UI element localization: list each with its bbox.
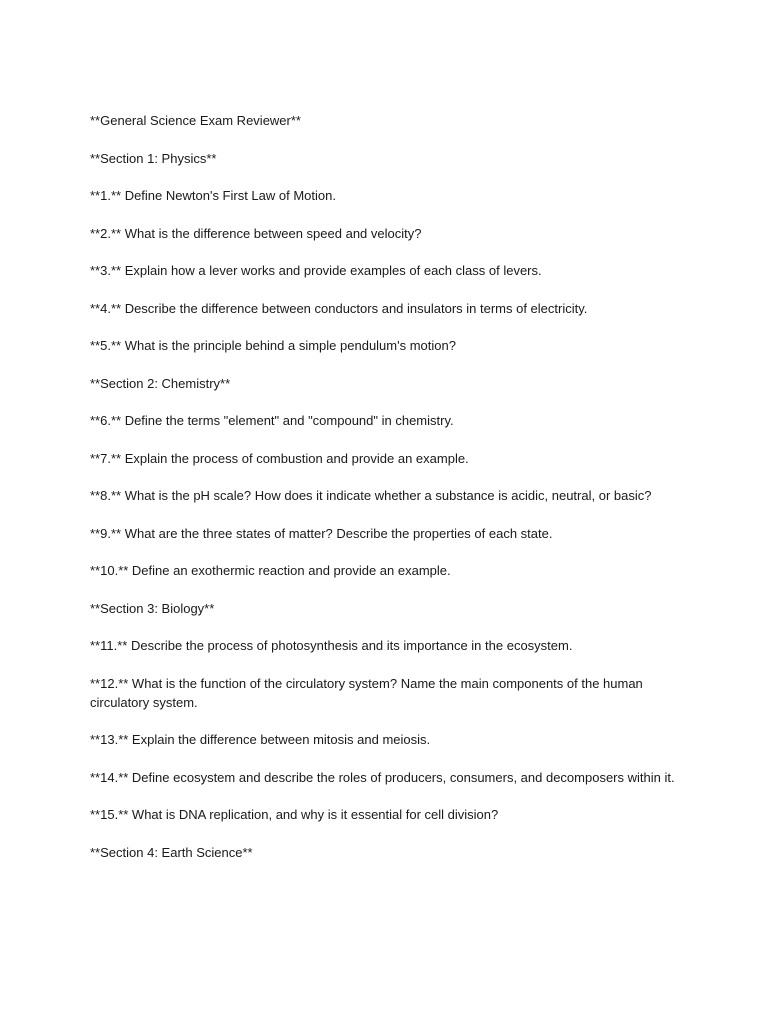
question-14: **14.** Define ecosystem and describe the roles of producers, consumers, and decomposers within it. (90, 769, 675, 785)
question-1: **1.** Define Newton's First Law of Motion. (90, 188, 336, 203)
question-6: **6.** Define the terms "element" and "compound" in chemistry. (90, 413, 454, 428)
question-7: **7.** Explain the process of combustion and provide an example. (90, 450, 469, 466)
question-4: **4.** Describe the difference between conductors and insulators in terms of electricity. (90, 300, 588, 316)
question-9: **9.** What are the three states of matter? Describe the properties of each state. (90, 525, 553, 541)
section-heading-earth-science: **Section 4: Earth Science** (90, 844, 253, 860)
question-13: **13.** Explain the difference between mitosis and meiosis. (90, 732, 431, 747)
question-15: **15.** What is DNA replication, and why is it essential for cell division? (90, 807, 499, 822)
question-8: **8.** What is the pH scale? How does it indicate whether a substance is acidic, neutral, or basic? (90, 488, 652, 503)
question-10: **10.** Define an exothermic reaction and provide an example. (90, 563, 451, 578)
question-12: **12.** What is the function of the circulatory system? Name the main components of the human circulatory system. (90, 675, 643, 710)
question-5: **5.** What is the principle behind a simple pendulum's motion? (90, 338, 456, 353)
section-heading-chemistry: **Section 2: Chemistry** (90, 375, 231, 391)
document-title: **General Science Exam Reviewer** (90, 113, 301, 128)
section-heading-physics: **Section 1: Physics** (90, 150, 217, 166)
question-3: **3.** Explain how a lever works and provide examples of each class of levers. (90, 263, 542, 278)
question-11: **11.** Describe the process of photosynthesis and its importance in the ecosystem. (90, 638, 573, 653)
question-2: **2.** What is the difference between speed and velocity? (90, 225, 422, 241)
section-heading-biology: **Section 3: Biology** (90, 600, 215, 616)
document-body (90, 111, 690, 880)
